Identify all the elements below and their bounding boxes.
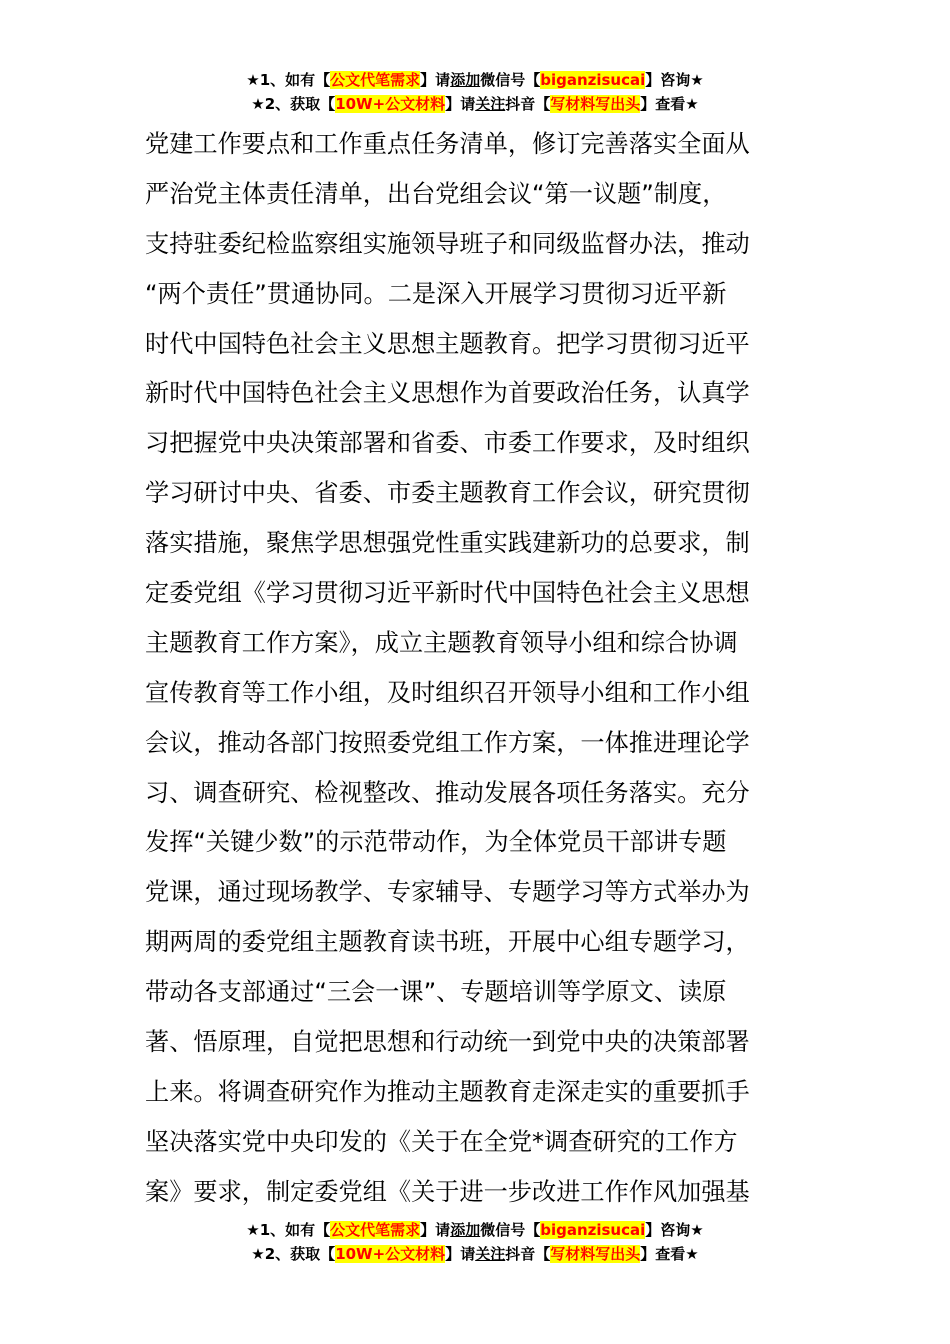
body-line: 严治党主体责任清单，出台党组会议“第一议题”制度， (145, 179, 727, 208)
highlight-service: 公文代笔需求 (330, 1221, 421, 1239)
highlight-materials: 10W+公文材料 (335, 95, 446, 113)
banner-text: 微信号【 (480, 71, 541, 89)
body-line: 落实措施，聚焦学思想强党性重实践建新功的总要求，制 (145, 529, 750, 558)
body-line: 学习研讨中央、省委、市委主题教育工作会议，研究贯彻 (145, 479, 750, 508)
highlight-douyin-account: 写材料写出头 (550, 1245, 641, 1263)
body-line: 著、悟原理，自觉把思想和行动统一到党中央的决策部署 (145, 1028, 750, 1057)
body-line: “两个责任”贯通协同。二是深入开展学习贯彻习近平新 (145, 279, 727, 308)
banner-line-2 (0, 1242, 950, 1266)
banner-line-1 (0, 68, 950, 92)
body-line: 新时代中国特色社会主义思想作为首要政治任务，认真学 (145, 379, 750, 408)
body-line: 时代中国特色社会主义思想主题教育。把学习贯彻习近平 (145, 329, 750, 358)
underlined-text: 添加 (450, 71, 481, 89)
footer-banner (0, 1218, 950, 1266)
banner-text: ★2、获取【 (251, 95, 336, 113)
highlight-materials: 10W+公文材料 (335, 1245, 446, 1263)
banner-text: 微信号【 (480, 1221, 541, 1239)
banner-text: 】查看★ (640, 95, 699, 113)
banner-text: 】查看★ (640, 1245, 699, 1263)
banner-text: ★1、如有【 (246, 71, 331, 89)
banner-line-2 (0, 92, 950, 116)
body-line: 会议，推动各部门按照委党组工作方案，一体推进理论学 (145, 728, 750, 757)
banner-line-1 (0, 1218, 950, 1242)
body-line: 案》要求，制定委党组《关于进一步改进工作作风加强基 (145, 1177, 750, 1206)
body-line: 习把握党中央决策部署和省委、市委工作要求，及时组织 (145, 429, 750, 458)
body-line: 党建工作要点和工作重点任务清单，修订完善落实全面从 (145, 130, 750, 158)
banner-text: 】请 (445, 95, 476, 113)
body-line: 宣传教育等工作小组，及时组织召开领导小组和工作小组 (145, 678, 750, 707)
banner-text: 抖音【 (505, 95, 551, 113)
body-line: 党课，通过现场教学、专家辅导、专题学习等方式举办为 (145, 878, 750, 907)
body-line: 上来。将调查研究作为推动主题教育走深走实的重要抓手 (145, 1077, 750, 1106)
highlight-service: 公文代笔需求 (330, 71, 421, 89)
banner-text: 】请 (445, 1245, 476, 1263)
body-line: 主题教育工作方案》，成立主题教育领导小组和综合协调 (145, 628, 738, 657)
body-line: 发挥“关键少数”的示范带动作，为全体党员干部讲专题 (145, 828, 727, 857)
body-line: 带动各支部通过“三会一课”、专题培训等学原文、读原 (145, 978, 727, 1007)
header-banner (0, 68, 950, 116)
banner-text: 抖音【 (505, 1245, 551, 1263)
banner-text: 】请 (420, 1221, 451, 1239)
highlight-wechat-id: biganzisucai (540, 71, 646, 89)
underlined-text: 关注 (475, 1245, 506, 1263)
banner-text: ★2、获取【 (251, 1245, 336, 1263)
highlight-douyin-account: 写材料写出头 (550, 95, 641, 113)
banner-text: 】咨询★ (645, 1221, 704, 1239)
underlined-text: 关注 (475, 95, 506, 113)
banner-text: 】请 (420, 71, 451, 89)
underlined-text: 添加 (450, 1221, 481, 1239)
body-line: 定委党组《学习贯彻习近平新时代中国特色社会主义思想 (145, 579, 750, 608)
body-line: 期两周的委党组主题教育读书班，开展中心组专题学习， (145, 928, 750, 957)
highlight-wechat-id: biganzisucai (540, 1221, 646, 1239)
body-line: 坚决落实党中央印发的《关于在全党*调查研究的工作方 (145, 1127, 738, 1156)
banner-text: ★1、如有【 (246, 1221, 331, 1239)
document-body (145, 120, 810, 1218)
banner-text: 】咨询★ (645, 71, 704, 89)
body-line: 习、调查研究、检视整改、推动发展各项任务落实。充分 (145, 778, 750, 807)
body-line: 支持驻委纪检监察组实施领导班子和同级监督办法，推动 (145, 229, 750, 258)
